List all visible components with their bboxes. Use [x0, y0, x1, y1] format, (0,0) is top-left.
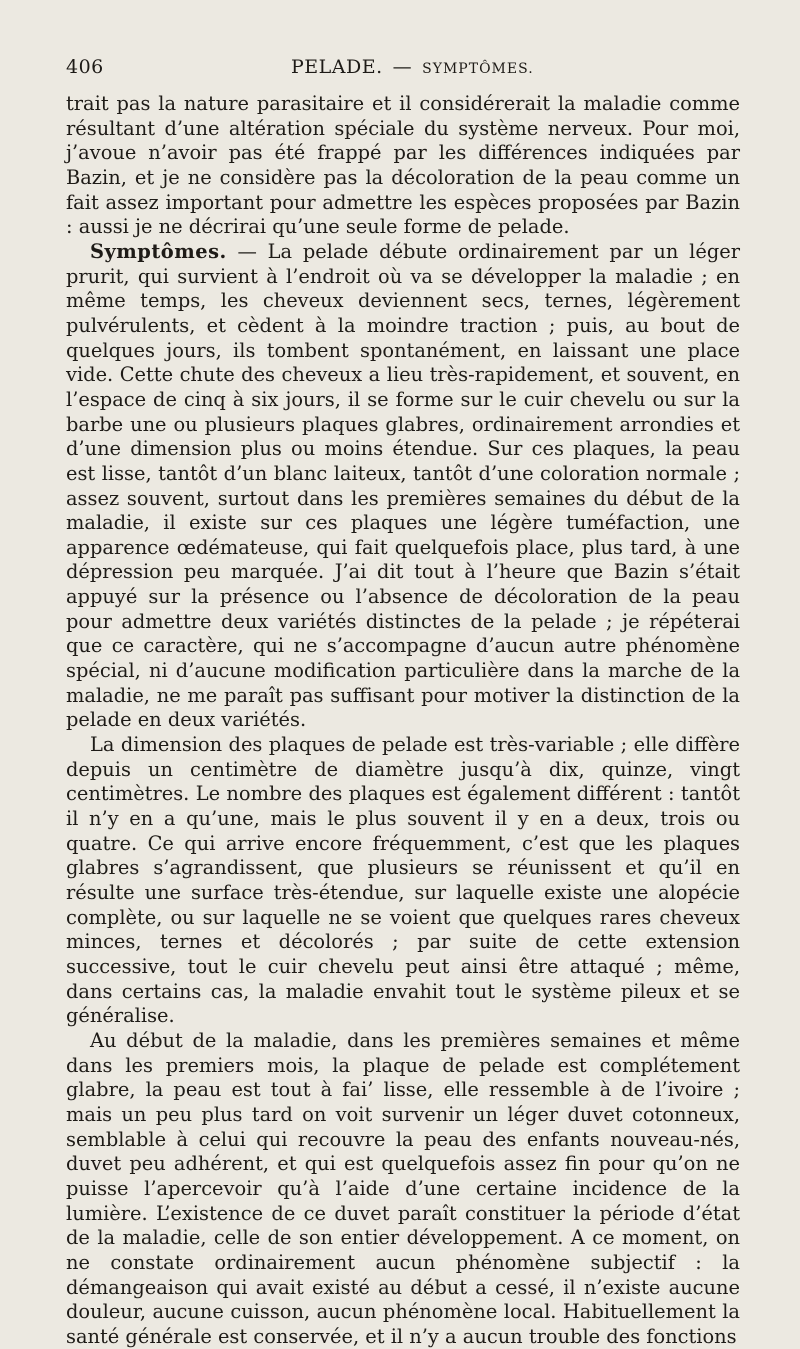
- body-text: [66, 92, 740, 1349]
- paragraph-symptomes: [66, 240, 740, 733]
- paragraph-text: Au début de la maladie, dans les premières semaines et même dans les premiers mois, la plaque de pelade est complétement glabre, la peau est tout à fai’ lisse, elle ressemble à de l’ivoire ; mais un peu plus tard on voit survenir un léger duvet cotonneux, semblable à celui qui recouvre la peau des enfants nouveau-nés, duvet peu adhérent, et qui est quelquefois assez fin pour qu’on ne puisse l’apercevoir qu’à l’aide d’une certaine incidence de la lumière. L’existence de ce duvet paraît constituer la période d’état de la maladie, celle de son entier développement. A ce moment, on ne constate ordinairement aucun phénomène subjectif : la démangeaison qui avait existé au début a cessé, il n’existe aucune douleur, aucune cuisson, aucun phénomène local. Habituellement la santé générale est conservée, et il n’y a aucun trouble des fonctions: [66, 1028, 740, 1348]
- running-title: [291, 56, 534, 78]
- section-run-in-heading: Symptômes.: [90, 239, 227, 263]
- page-number: 406: [66, 56, 104, 78]
- paragraph-debut: [66, 1029, 740, 1349]
- paragraph-text: La dimension des plaques de pelade est très-variable ; elle diffère depuis un centimètre de diamètre jusqu’à dix, quinze, vingt centimètres. Le nombre des plaques est également différent : tantôt il n’y en a qu’une, mais le plus souvent il y en a deux, trois ou quatre. Ce qui arrive encore fréquemment, c’est que les plaques glabres s’agrandissent, que plusieurs se réunissent et qu’il en résulte une surface très-étendue, sur laquelle existe une alopécie complète, ou sur laquelle ne se voient que quelques rares cheveux minces, ternes et décolorés ; par suite de cette extension successive, tout le cuir chevelu peut ainsi être attaqué ; même, dans certains cas, la maladie envahit tout le système pileux et se généralise.: [66, 733, 740, 1028]
- paragraph-continuation: [66, 92, 740, 240]
- chapter-title: PELADE.: [291, 56, 383, 78]
- paragraph-text: trait pas la nature parasitaire et il considérerait la maladie comme résultant d’une altération spéciale du système nerveux. Pour moi, j’avoue n’avoir pas été frappé par les différences indiquées par Bazin, et je ne considère pas la décoloration de la peau comme un fait assez important pour admettre les espèces proposées par Bazin : aussi je ne décrirai qu’une seule forme de pelade.: [66, 92, 740, 239]
- paragraph-dimension: [66, 733, 740, 1029]
- section-subtitle: SYMPTÔMES.: [422, 61, 534, 77]
- paragraph-text: — La pelade débute ordinairement par un léger prurit, qui survient à l’endroit où va se développer la maladie ; en même temps, les cheveux deviennent secs, ternes, légèrement pulvérulents, et cèdent à la moindre traction ; puis, au bout de quelques jours, ils tombent spontanément, en laissant une place vide. Cette chute des cheveux a lieu très-rapidement, et souvent, en l’espace de cinq à six jours, il se forme sur le cuir chevelu ou sur la barbe une ou plusieurs plaques glabres, ordinairement arrondies et d’une dimension plus ou moins étendue. Sur ces plaques, la peau est lisse, tantôt d’un blanc laiteux, tantôt d’une coloration normale ; assez souvent, surtout dans les premières semaines du début de la maladie, il existe sur ces plaques une légère tuméfaction, une apparence œdémateuse, qui fait quelquefois place, plus tard, à une dépression peu marquée. J’ai dit tout à l’heure que Bazin s’était appuyé sur la présence ou l’absence de décoloration de la peau pour admettre deux variétés distinctes de la pelade ; je répéterai que ce caractère, qui ne s’accompagne d’aucun autre phénomène spécial, ni d’aucune modification particulière dans la marche de la maladie, ne me paraît pas suffisant pour motiver la distinction de la pelade en deux variétés.: [66, 239, 740, 732]
- header-separator: —: [392, 56, 413, 78]
- running-header: [66, 56, 740, 92]
